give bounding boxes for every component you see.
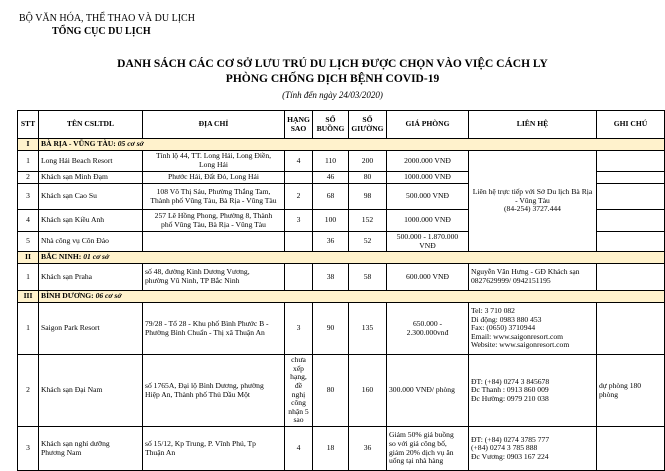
- col-address: ĐỊA CHỈ: [143, 111, 285, 139]
- section-row: [18, 139, 665, 151]
- col-rooms: SỐ BUỒNG: [313, 111, 349, 139]
- document-title-line-2: PHÒNG CHỐNG DỊCH BỆNH COVID-19: [225, 73, 440, 85]
- col-note: GHI CHÚ: [597, 111, 665, 139]
- shared-contact-cell: Liên hệ trực tiếp với Sở Du lịch Bà Rịa - Vũng Tàu (84-254) 3727.444: [469, 151, 597, 252]
- col-price: GIÁ PHÒNG: [387, 111, 469, 139]
- col-name: TÊN CSLTDL: [39, 111, 143, 139]
- as-of-date: (Tính đến ngày 24/03/2020): [282, 90, 383, 100]
- department-name: TỔNG CỤC DU LỊCH: [52, 26, 151, 37]
- table-row: 1 Long Hải Beach Resort Tỉnh lộ 44, TT. Long Hải, Long Điền, Long Hải 4 110 200 2000.000 VNĐ Liên hệ trực tiếp với Sở Du lịch Bà Rịa - Vũng Tàu (84-254) 3727.444: [18, 151, 665, 172]
- col-stars: HẠNG SAO: [285, 111, 313, 139]
- table-row: 4 Khách sạn Kiều Anh 257 Lê Hồng Phong, Phường 8, Thành phố Vũng Tàu, Bà Rịa - Vũng Tàu 3 100 152 1000.000 VNĐ: [18, 210, 665, 232]
- table-row: 5 Nhà công vụ Côn Đảo 36 52 500.000 - 1.870.000 VNĐ: [18, 232, 665, 252]
- accommodation-table: [17, 110, 665, 471]
- table-row: 1 Saigon Park Resort 79/28 - Tổ 28 - Khu phố Bình Phước B - Phường Bình Chuẩn - Thị xã Thuận An 3 90 135 650.000 - 2.300.000vnđ Tel: 3 710 082 Di động: 0983 880 453 Fax: (0650) 3710944 Email: www.saigonresort.com Website: www.saigonresort.com: [18, 303, 665, 355]
- section-row: [18, 291, 665, 303]
- section-title: BẮC NINH: 01 cơ sở: [39, 252, 665, 264]
- table-row: 2 Khách sạn Minh Đạm Phước Hải, Đất Đỏ, Long Hải 46 80 1000.000 VNĐ: [18, 172, 665, 184]
- section-number: I: [18, 139, 39, 151]
- col-contact: LIÊN HỆ: [469, 111, 597, 139]
- table-row: 3 Khách sạn nghỉ dưỡng Phương Nam số 15/12, Kp Trung, P. Vĩnh Phú, Tp Thuận An 4 18 36 Giảm 50% giá buồng so với giá công bố, giảm 20% dịch vụ ăn uống tại nhà hàng ĐT: (+84) 0274 3785 777 (+84) 0274 3 785 888 Đc Vương: 0903 167 224: [18, 427, 665, 471]
- section-row: [18, 252, 665, 264]
- ministry-name: BỘ VĂN HÓA, THỂ THAO VÀ DU LỊCH: [19, 13, 195, 24]
- section-title: BÌNH DƯƠNG: 06 cơ sở: [39, 291, 665, 303]
- table-row: 2 Khách sạn Đại Nam số 1765A, Đại lộ Bình Dương, phường Hiệp An, Thành phố Thủ Dầu Một chưa xếp hạng, đề nghị công nhận 5 sao 80 160 300.000 VNĐ/ phòng ĐT: (+84) 0274 3 845678 Đc Thanh : 0913 860 009 Đc Hường: 0979 210 038 dự phòng 180 phòng: [18, 355, 665, 427]
- document-title-line-1: DANH SÁCH CÁC CƠ SỞ LƯU TRÚ DU LỊCH ĐƯỢC CHỌN VÀO VIỆC CÁCH LY: [117, 58, 548, 70]
- section-title: BÀ RỊA - VŨNG TÀU: 05 cơ sở: [39, 139, 665, 151]
- table-row: 3 Khách sạn Cao Su 108 Võ Thị Sáu, Phường Thắng Tam, Thành phố Vũng Tàu, Bà Rịa - Vũng Tàu 2 68 98 500.000 VNĐ: [18, 184, 665, 210]
- section-number: II: [18, 252, 39, 264]
- table-row: 1 Khách sạn Praha số 48, đường Kinh Dương Vương, phường Vũ Ninh, TP Bắc Ninh 38 58 600.000 VNĐ Nguyễn Văn Hưng - GĐ Khách sạn 0827629999/ 0942151195: [18, 264, 665, 291]
- table-header-row: [18, 111, 665, 139]
- section-number: III: [18, 291, 39, 303]
- col-beds: SỐ GIƯỜNG: [349, 111, 387, 139]
- col-stt: STT: [18, 111, 39, 139]
